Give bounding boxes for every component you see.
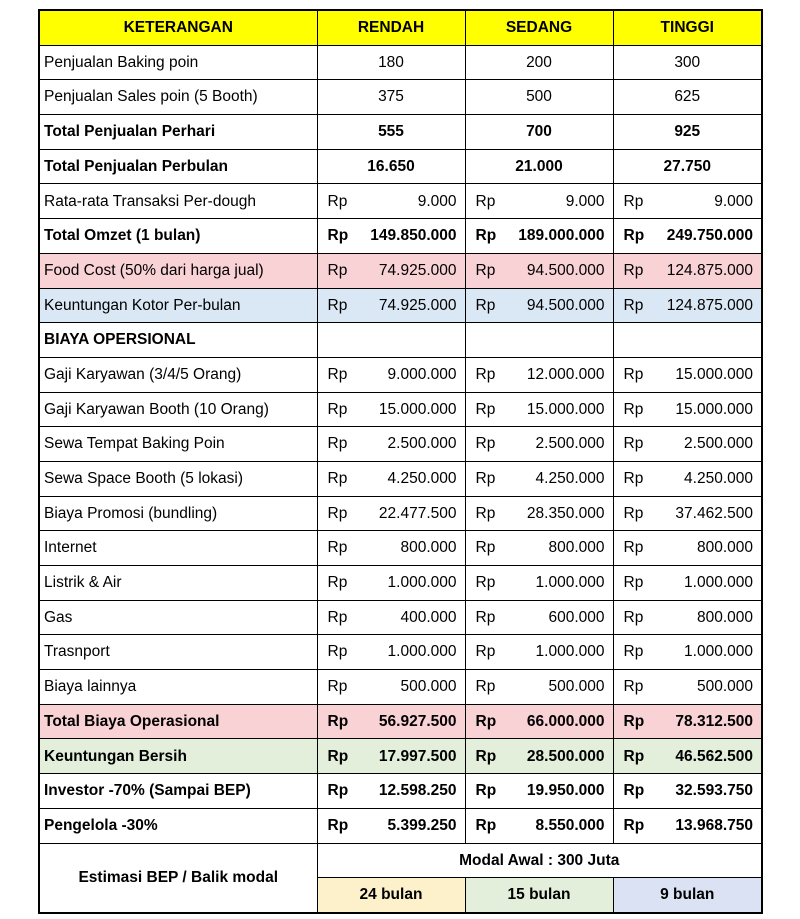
currency-label: Rp <box>327 574 348 592</box>
amount: 15.000.000 <box>378 400 457 418</box>
amount: 800.000 <box>696 608 753 626</box>
amount: 400.000 <box>400 608 457 626</box>
value-cell <box>317 184 465 219</box>
value-cell: 16.650 <box>317 149 465 184</box>
header-row <box>39 10 762 45</box>
value-cell: 200 <box>465 45 613 80</box>
amount: 17.997.500 <box>378 747 457 765</box>
currency-label: Rp <box>327 816 349 834</box>
amount: 15.000.000 <box>526 400 605 418</box>
currency-label: Rp <box>623 712 645 730</box>
currency-label: Rp <box>475 747 497 765</box>
header-keterangan: KETERANGAN <box>39 10 317 45</box>
amount: 22.477.500 <box>378 504 457 522</box>
amount: 9.000 <box>714 192 753 210</box>
value-cell <box>465 566 613 601</box>
amount: 19.950.000 <box>526 782 605 800</box>
amount: 500.000 <box>400 678 457 696</box>
header-sedang: SEDANG <box>465 10 613 45</box>
table-row <box>39 184 762 219</box>
amount: 4.250.000 <box>535 470 605 488</box>
amount: 189.000.000 <box>518 227 605 245</box>
bep-label: Estimasi BEP / Balik modal <box>39 843 317 913</box>
value-cell <box>465 808 613 843</box>
row-label: BIAYA OPERSIONAL <box>39 323 317 358</box>
value-cell <box>465 670 613 705</box>
value-cell <box>317 496 465 531</box>
value-cell <box>465 600 613 635</box>
amount: 2.500.000 <box>535 435 605 453</box>
value-cell: 180 <box>317 45 465 80</box>
value-cell <box>465 739 613 774</box>
value-cell <box>465 427 613 462</box>
currency-label: Rp <box>327 712 349 730</box>
value-cell <box>317 635 465 670</box>
currency-label: Rp <box>327 365 348 383</box>
row-label: Total Penjualan Perhari <box>39 115 317 150</box>
value-cell <box>317 808 465 843</box>
row-label: Gaji Karyawan (3/4/5 Orang) <box>39 357 317 392</box>
value-cell: 555 <box>317 115 465 150</box>
value-cell <box>613 670 762 705</box>
value-cell: 300 <box>613 45 762 80</box>
value-cell <box>613 531 762 566</box>
amount: 4.250.000 <box>387 470 457 488</box>
value-cell <box>613 566 762 601</box>
currency-label: Rp <box>475 261 496 279</box>
currency-label: Rp <box>623 539 644 557</box>
table-row <box>39 80 762 115</box>
currency-label: Rp <box>475 782 497 800</box>
currency-label: Rp <box>327 227 349 245</box>
currency-label: Rp <box>475 227 497 245</box>
value-cell <box>465 461 613 496</box>
value-cell <box>317 392 465 427</box>
value-cell <box>317 566 465 601</box>
table-row <box>39 149 762 184</box>
currency-label: Rp <box>623 296 644 314</box>
amount: 1.000.000 <box>684 643 753 661</box>
amount: 249.750.000 <box>666 227 753 245</box>
row-label: Biaya lainnya <box>39 670 317 705</box>
currency-label: Rp <box>623 400 644 418</box>
currency-label: Rp <box>623 435 644 453</box>
modal-awal: Modal Awal : 300 Juta <box>317 843 762 878</box>
amount: 149.850.000 <box>370 227 457 245</box>
bep-value: 9 bulan <box>613 878 762 913</box>
value-cell: 375 <box>317 80 465 115</box>
value-cell <box>613 392 762 427</box>
row-label: Investor -70% (Sampai BEP) <box>39 774 317 809</box>
row-label: Gaji Karyawan Booth (10 Orang) <box>39 392 317 427</box>
financial-table <box>38 9 763 914</box>
currency-label: Rp <box>475 435 496 453</box>
row-label: Total Penjualan Perbulan <box>39 149 317 184</box>
value-cell <box>465 184 613 219</box>
table-row <box>39 739 762 774</box>
amount: 500.000 <box>696 678 753 696</box>
value-cell <box>613 600 762 635</box>
table-row <box>39 774 762 809</box>
amount: 2.500.000 <box>684 435 753 453</box>
value-cell <box>317 288 465 323</box>
currency-label: Rp <box>623 227 645 245</box>
value-cell <box>465 704 613 739</box>
currency-label: Rp <box>623 782 645 800</box>
value-cell <box>613 288 762 323</box>
table-row <box>39 357 762 392</box>
value-cell <box>317 323 465 358</box>
header-rendah: RENDAH <box>317 10 465 45</box>
value-cell <box>317 704 465 739</box>
value-cell <box>317 670 465 705</box>
bep-value: 15 bulan <box>465 878 613 913</box>
amount: 9.000.000 <box>387 365 457 383</box>
amount: 4.250.000 <box>684 470 753 488</box>
currency-label: Rp <box>475 400 496 418</box>
amount: 15.000.000 <box>675 365 753 383</box>
table-row <box>39 808 762 843</box>
value-cell <box>613 704 762 739</box>
amount: 12.000.000 <box>526 365 605 383</box>
value-cell <box>465 531 613 566</box>
value-cell: 500 <box>465 80 613 115</box>
amount: 32.593.750 <box>675 782 753 800</box>
amount: 1.000.000 <box>535 643 605 661</box>
value-cell <box>613 357 762 392</box>
currency-label: Rp <box>623 365 644 383</box>
amount: 800.000 <box>400 539 457 557</box>
amount: 13.968.750 <box>675 816 753 834</box>
value-cell: 27.750 <box>613 149 762 184</box>
table-row <box>39 219 762 254</box>
table-row <box>39 253 762 288</box>
amount: 9.000 <box>565 192 605 210</box>
table-row <box>39 704 762 739</box>
table-row <box>39 600 762 635</box>
value-cell <box>465 496 613 531</box>
header-tinggi: TINGGI <box>613 10 762 45</box>
row-label: Keuntungan Kotor Per-bulan <box>39 288 317 323</box>
value-cell <box>613 184 762 219</box>
value-cell <box>613 808 762 843</box>
amount: 66.000.000 <box>526 712 605 730</box>
currency-label: Rp <box>327 192 348 210</box>
amount: 124.875.000 <box>666 261 753 279</box>
currency-label: Rp <box>327 261 348 279</box>
row-label: Trasnport <box>39 635 317 670</box>
row-label: Pengelola -30% <box>39 808 317 843</box>
currency-label: Rp <box>327 747 349 765</box>
value-cell <box>465 774 613 809</box>
table-row <box>39 45 762 80</box>
value-cell <box>317 219 465 254</box>
currency-label: Rp <box>623 816 645 834</box>
table-row <box>39 288 762 323</box>
currency-label: Rp <box>623 643 644 661</box>
value-cell: 625 <box>613 80 762 115</box>
amount: 56.927.500 <box>378 712 457 730</box>
amount: 28.500.000 <box>526 747 605 765</box>
currency-label: Rp <box>623 261 644 279</box>
row-label: Sewa Tempat Baking Poin <box>39 427 317 462</box>
row-label: Rata-rata Transaksi Per-dough <box>39 184 317 219</box>
currency-label: Rp <box>623 504 644 522</box>
amount: 37.462.500 <box>675 504 753 522</box>
value-cell <box>317 531 465 566</box>
currency-label: Rp <box>327 400 348 418</box>
value-cell <box>317 357 465 392</box>
amount: 74.925.000 <box>378 261 457 279</box>
currency-label: Rp <box>475 365 496 383</box>
amount: 124.875.000 <box>666 296 753 314</box>
value-cell <box>317 427 465 462</box>
amount: 8.550.000 <box>535 816 605 834</box>
row-label: Food Cost (50% dari harga jual) <box>39 253 317 288</box>
amount: 500.000 <box>548 678 605 696</box>
value-cell <box>613 219 762 254</box>
currency-label: Rp <box>475 539 496 557</box>
currency-label: Rp <box>475 470 496 488</box>
value-cell: 700 <box>465 115 613 150</box>
value-cell <box>317 253 465 288</box>
amount: 800.000 <box>696 539 753 557</box>
table-row <box>39 461 762 496</box>
amount: 1.000.000 <box>535 574 605 592</box>
currency-label: Rp <box>327 608 348 626</box>
row-label: Penjualan Sales poin (5 Booth) <box>39 80 317 115</box>
value-cell <box>465 219 613 254</box>
value-cell <box>613 461 762 496</box>
row-label: Total Omzet (1 bulan) <box>39 219 317 254</box>
currency-label: Rp <box>475 608 496 626</box>
footer-row-modal <box>39 843 762 878</box>
value-cell <box>613 496 762 531</box>
amount: 600.000 <box>548 608 605 626</box>
value-cell <box>613 253 762 288</box>
amount: 2.500.000 <box>387 435 457 453</box>
currency-label: Rp <box>623 192 644 210</box>
row-label: Biaya Promosi (bundling) <box>39 496 317 531</box>
row-label: Internet <box>39 531 317 566</box>
value-cell <box>465 392 613 427</box>
currency-label: Rp <box>327 296 348 314</box>
table-row <box>39 635 762 670</box>
currency-label: Rp <box>623 608 644 626</box>
amount: 46.562.500 <box>675 747 753 765</box>
row-label: Listrik & Air <box>39 566 317 601</box>
amount: 94.500.000 <box>526 296 605 314</box>
currency-label: Rp <box>327 470 348 488</box>
currency-label: Rp <box>475 192 496 210</box>
currency-label: Rp <box>327 504 348 522</box>
value-cell <box>613 739 762 774</box>
currency-label: Rp <box>623 470 644 488</box>
currency-label: Rp <box>327 643 348 661</box>
value-cell <box>465 253 613 288</box>
table-row <box>39 670 762 705</box>
amount: 15.000.000 <box>675 400 753 418</box>
row-label: Keuntungan Bersih <box>39 739 317 774</box>
amount: 12.598.250 <box>378 782 457 800</box>
table-row <box>39 323 762 358</box>
value-cell <box>465 635 613 670</box>
currency-label: Rp <box>475 678 496 696</box>
value-cell <box>317 600 465 635</box>
currency-label: Rp <box>327 678 348 696</box>
currency-label: Rp <box>623 747 645 765</box>
amount: 1.000.000 <box>387 574 457 592</box>
table-row <box>39 531 762 566</box>
currency-label: Rp <box>623 678 644 696</box>
value-cell <box>317 774 465 809</box>
table-row <box>39 392 762 427</box>
currency-label: Rp <box>475 296 496 314</box>
currency-label: Rp <box>475 816 497 834</box>
row-label: Gas <box>39 600 317 635</box>
amount: 1.000.000 <box>684 574 753 592</box>
amount: 94.500.000 <box>526 261 605 279</box>
table-row <box>39 496 762 531</box>
amount: 28.350.000 <box>526 504 605 522</box>
currency-label: Rp <box>327 782 349 800</box>
row-label: Sewa Space Booth (5 lokasi) <box>39 461 317 496</box>
currency-label: Rp <box>475 712 497 730</box>
amount: 9.000 <box>417 192 457 210</box>
row-label: Total Biaya Operasional <box>39 704 317 739</box>
currency-label: Rp <box>623 574 644 592</box>
table-row <box>39 115 762 150</box>
currency-label: Rp <box>475 574 496 592</box>
currency-label: Rp <box>327 435 348 453</box>
value-cell <box>613 427 762 462</box>
amount: 78.312.500 <box>675 712 753 730</box>
value-cell <box>317 461 465 496</box>
amount: 1.000.000 <box>387 643 457 661</box>
value-cell: 925 <box>613 115 762 150</box>
value-cell <box>465 357 613 392</box>
row-label: Penjualan Baking poin <box>39 45 317 80</box>
table-row <box>39 566 762 601</box>
value-cell <box>465 288 613 323</box>
value-cell <box>613 635 762 670</box>
value-cell: 21.000 <box>465 149 613 184</box>
value-cell <box>613 774 762 809</box>
value-cell <box>317 739 465 774</box>
amount: 74.925.000 <box>378 296 457 314</box>
currency-label: Rp <box>327 539 348 557</box>
amount: 800.000 <box>548 539 605 557</box>
currency-label: Rp <box>475 643 496 661</box>
amount: 5.399.250 <box>387 816 457 834</box>
value-cell <box>613 323 762 358</box>
value-cell <box>465 323 613 358</box>
bep-value: 24 bulan <box>317 878 465 913</box>
table-row <box>39 427 762 462</box>
currency-label: Rp <box>475 504 496 522</box>
